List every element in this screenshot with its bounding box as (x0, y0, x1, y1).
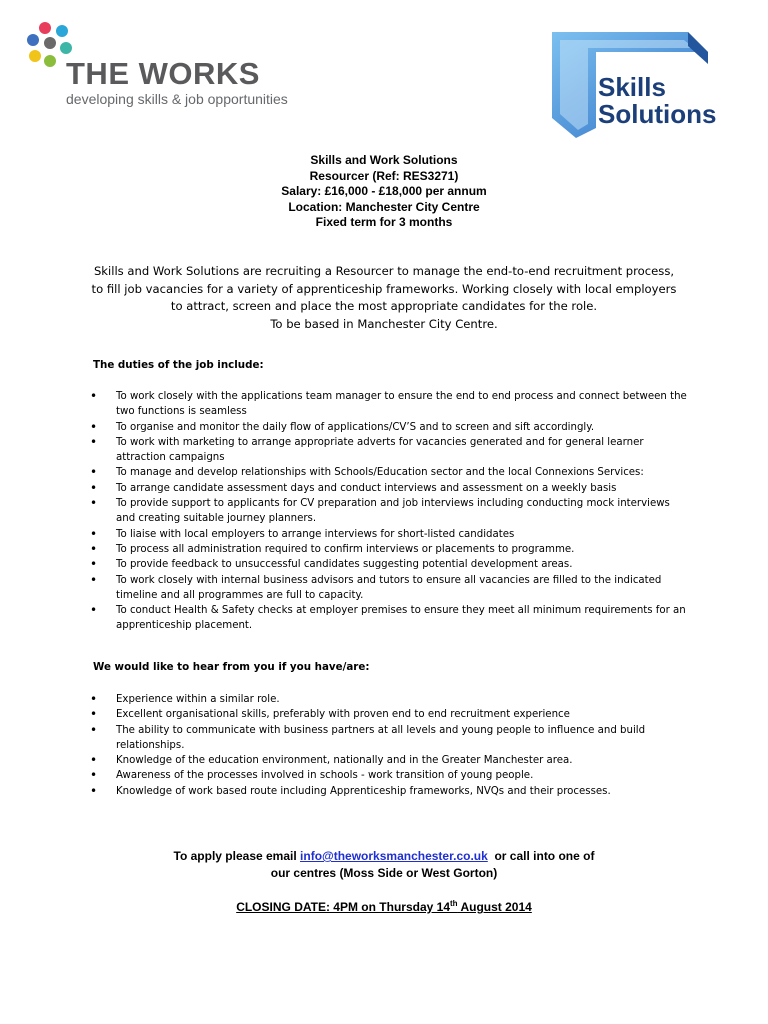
duty-item: • To work with marketing to arrange appropriate adverts for vacancies generated and for general learner attraction campaigns (90, 435, 690, 466)
job-header (0, 153, 768, 231)
requirements-heading: We would like to hear from you if you have/are: (93, 661, 370, 673)
duty-item: • To organise and monitor the daily flow of applications/CV’S and to screen and sift accordingly. (90, 420, 690, 435)
logo-dot (44, 55, 56, 67)
requirement-item: • Knowledge of work based route including Apprenticeship frameworks, NVQs and their processes. (90, 784, 690, 799)
logo-dot (56, 25, 68, 37)
job-term: Fixed term for 3 months (315, 215, 453, 230)
job-salary: Salary: £16,000 - £18,000 per annum (281, 184, 487, 199)
logo-dot (60, 42, 72, 54)
solutions-word: Solutions (598, 99, 717, 129)
logo-dot (39, 22, 51, 34)
duty-item: • To provide support to applicants for CV preparation and job interviews including conducting mock interviews and creating suitable journey planners. (90, 496, 690, 527)
apply-centres: our centres (Moss Side or West Gorton) (270, 866, 498, 880)
closing-suffix: August 2014 (457, 900, 532, 914)
intro-line: to fill job vacancies for a variety of apprenticeship frameworks. Working closely with local employers (91, 281, 677, 296)
email-link[interactable]: info@theworksmanchester.co.uk (300, 849, 488, 863)
intro-line: Skills and Work Solutions are recruiting a Resourcer to manage the end-to-end recruitment process, (93, 264, 675, 278)
closing-ordinal: th (450, 899, 458, 908)
requirement-item: • Awareness of the processes involved in schools - work transition of young people. (90, 768, 690, 783)
logo-dot (44, 37, 56, 49)
duty-item: • To liaise with local employers to arrange interviews for short-listed candidates (90, 527, 690, 542)
intro-paragraph (70, 263, 698, 333)
requirement-item: • Excellent organisational skills, preferably with proven end to end recruitment experience (90, 707, 690, 722)
duty-item: • To arrange candidate assessment days and conduct interviews and assessment on a weekly basis (90, 481, 690, 496)
works-brand-name: THE WORKS (66, 56, 260, 91)
the-works-logo (24, 22, 294, 112)
works-tagline: developing skills & job opportunities (66, 91, 288, 107)
job-location: Location: Manchester City Centre (288, 199, 480, 214)
duty-item: • To process all administration required to confirm interviews or placements to programme. (90, 542, 690, 557)
intro-line: to attract, screen and place the most appropriate candidates for the role. (170, 299, 598, 313)
requirement-item: • The ability to communicate with business partners at all levels and young people to influence and build relationships. (90, 723, 690, 754)
apply-instructions (0, 848, 768, 882)
closing-date (0, 899, 768, 916)
duty-item: • To manage and develop relationships with Schools/Education sector and the local Connexions Services: (90, 465, 690, 480)
duty-item: • To conduct Health & Safety checks at employer premises to ensure they meet all minimum requirements for an apprenticeship placement. (90, 603, 690, 634)
skills-solutions-logo (538, 28, 738, 142)
requirement-item: • Experience within a similar role. (90, 692, 690, 707)
duties-heading: The duties of the job include: (93, 359, 264, 371)
logo-dot (27, 34, 39, 46)
skills-solutions-wordmark (598, 74, 716, 128)
skills-word: Skills (598, 72, 666, 102)
logo-dot (29, 50, 41, 62)
duty-item: • To work closely with the applications team manager to ensure the end to end process and connect between the two functions is seamless (90, 389, 690, 420)
duty-item: • To work closely with internal business advisors and tutors to ensure all vacancies are filled to the indicated timeline and all programmes are full to capacity. (90, 573, 690, 604)
intro-line: To be based in Manchester City Centre. (270, 316, 498, 331)
job-role: Resourcer (Ref: RES3271) (309, 168, 459, 183)
apply-prefix: To apply please email (173, 849, 301, 863)
apply-suffix: or call into one of (487, 849, 595, 863)
closing-prefix: CLOSING DATE: 4PM on Thursday 14 (236, 900, 450, 914)
requirement-item: • Knowledge of the education environment, nationally and in the Greater Manchester area. (90, 753, 690, 768)
duty-item: • To provide feedback to unsuccessful candidates suggesting potential development areas. (90, 557, 690, 572)
company-name: Skills and Work Solutions (310, 153, 458, 167)
closing-date-text (236, 900, 532, 914)
duties-list (90, 389, 690, 634)
requirements-list (90, 692, 690, 799)
